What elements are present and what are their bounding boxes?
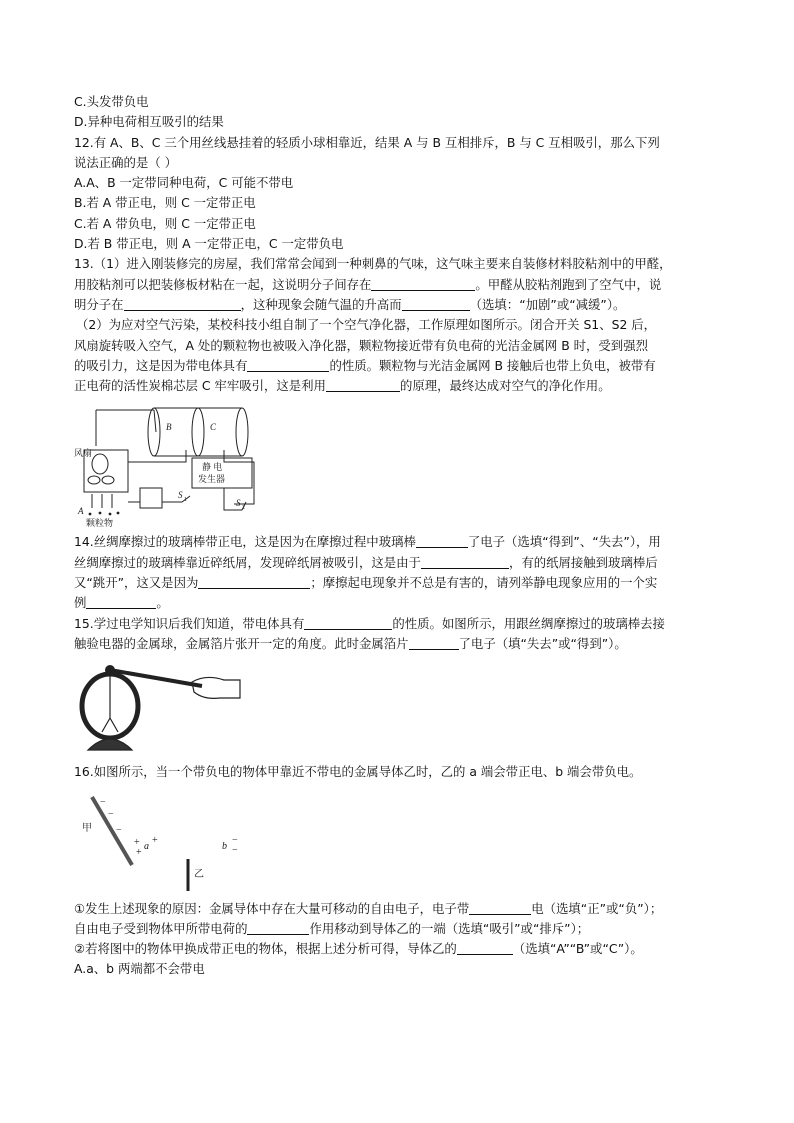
q14-line4-text-a: 例 — [74, 595, 87, 611]
q13-line7-text-a: 正电荷的活性炭棉芯层 C 牢牢吸引，这是利用 — [74, 378, 326, 394]
q15-line2-text-a: 触验电器的金属球，金属箔片张开一定的角度。此时金属箔片 — [74, 635, 409, 651]
metal-ball — [105, 665, 115, 675]
q13-line2 — [74, 275, 726, 295]
q14-blank-1[interactable] — [416, 533, 468, 548]
fan-blade-1 — [88, 476, 100, 484]
label-jia: 甲 — [82, 822, 92, 834]
object-jia-rod — [92, 797, 132, 865]
q13-blank-2[interactable] — [124, 296, 241, 311]
label-s1: S — [178, 490, 183, 501]
label-b: B — [166, 422, 172, 433]
generator-label-1: 静 电 — [202, 462, 223, 473]
q16-p3-text-b: （选填“A”“B”或“C”）。 — [512, 941, 643, 957]
worksheet-page — [74, 92, 726, 980]
minus-sign: − — [100, 796, 106, 808]
filter-c-ellipse — [192, 408, 204, 456]
label-s2: S — [236, 498, 241, 509]
q13-line2-text-b: 。甲醛从胶粘剂跑到了空气中，说 — [475, 276, 662, 292]
q15-line1-text-b: 的性质。如图所示，用跟丝绸摩擦过的玻璃棒去接 — [392, 615, 665, 631]
q14-line4 — [74, 593, 726, 613]
q13-line4: （2）为应对空气污染，某校科技小组自制了一个空气净化器，工作原理如图所示。闭合开关 S1、S2 后， — [76, 317, 657, 333]
particle-dot — [117, 512, 120, 515]
q14-blank-2[interactable] — [421, 554, 509, 569]
fan-label: 风扇 — [74, 448, 93, 459]
q14-line2-text-a: 丝绸摩擦过的玻璃棒靠近碎纸屑，发现碎纸屑被吸引，这是由于 — [74, 554, 421, 570]
q15-blank-1[interactable] — [304, 615, 392, 630]
q16-blank-3[interactable] — [457, 940, 513, 955]
q13-line2-text-a: 用胶粘剂可以把装修板材粘在一起，这说明分子间存在 — [74, 276, 372, 292]
q16-p2-text-a: 自由电子受到物体甲所带电荷的 — [74, 920, 248, 936]
q16-line1: 16.如图所示，当一个带负电的物体甲靠近不带电的金属导体乙时，乙的 a 端会带正电、b 端会带负电。 — [74, 764, 642, 780]
minus-sign: − — [116, 824, 122, 836]
q14-blank-4[interactable] — [86, 594, 156, 609]
q14-line3-text-a: 又“跳开”，这又是因为 — [74, 575, 199, 591]
q13-line6 — [74, 356, 726, 376]
particles-label: 颗粒物 — [86, 518, 114, 529]
minus-sign: − — [232, 844, 238, 856]
air-purifier-diagram — [74, 402, 274, 528]
q13-line3-text-c: （选填：“加剧”或“减缓”）。 — [469, 296, 626, 312]
q14-blank-3[interactable] — [198, 574, 310, 589]
label-s2-sub: 2 — [242, 505, 245, 512]
particle-dot — [99, 512, 102, 515]
q14-line2 — [74, 553, 726, 573]
q14-line1-text-b: 了电子（选填“得到”、“失去”），用 — [467, 534, 661, 550]
q11-option-c: C.头发带负电 — [74, 94, 149, 109]
q15-line2 — [74, 634, 726, 654]
fan-blade-2 — [102, 476, 114, 484]
q14-line3-text-b: ；摩擦起电现象并不总是有害的，请列举静电现象应用的一个实 — [310, 575, 658, 591]
airflow-arrows — [92, 494, 112, 508]
label-a-end: a — [144, 840, 149, 852]
q13-blank-5[interactable] — [326, 377, 400, 392]
label-a: A — [78, 506, 84, 517]
q12-option-d: D.若 B 带正电，则 A 一定带正电，C 一定带负电 — [74, 236, 344, 252]
q13-line6-text-b: 的性质。颗粒物与光洁金属网 B 接触后也带上负电，被带有 — [329, 357, 656, 373]
q14-line2-text-b: ，有的纸屑接触到玻璃棒后 — [508, 554, 658, 570]
q16-p1-text-a: ①发生上述现象的原因：金属导体中存在大量可移动的自由电子，电子带 — [74, 900, 470, 916]
induction-diagram — [74, 787, 264, 897]
q12-option-c: C.若 A 带负电，则 C 一定带正电 — [74, 215, 256, 231]
q16-blank-2[interactable] — [247, 920, 309, 935]
minus-sign: − — [108, 808, 114, 820]
electroscope-base — [88, 739, 132, 750]
q13-blank-4[interactable] — [247, 357, 329, 372]
label-s1-sub: 1 — [184, 497, 187, 504]
q13-line1: 13.（1）进入刚装修完的房屋，我们常常会闻到一种刺鼻的气味，这气味主要来自装修材料胶粘剂中的甲醛， — [74, 256, 672, 272]
plus-sign: + — [136, 846, 142, 858]
q16-paragraph3 — [74, 939, 726, 959]
q13-line6-text-a: 的吸引力，这是因为带电体具有 — [74, 357, 248, 373]
electroscope-foils — [102, 672, 118, 732]
q13-blank-3[interactable] — [402, 296, 470, 311]
q16-p2-text-b: 作用移动到导体乙的一端（选填“吸引”或“排斥”）； — [309, 920, 590, 936]
plus-sign: + — [152, 834, 158, 846]
q14-line1-text-a: 14.丝绸摩擦过的玻璃棒带正电，这是因为在摩擦过程中玻璃棒 — [74, 534, 416, 550]
electroscope-diagram — [74, 658, 244, 758]
q15-line1 — [74, 614, 726, 634]
plus-sign: + — [134, 836, 140, 848]
q16-p3-text-a: ②若将图中的物体甲换成带正电的物体，根据上述分析可得，导体乙的 — [74, 941, 457, 957]
q13-blank-1[interactable] — [371, 276, 475, 291]
q16-blank-1[interactable] — [469, 900, 531, 915]
fan-motor — [92, 454, 108, 474]
label-c: C — [210, 422, 217, 433]
circuit-wire-1 — [84, 410, 156, 492]
q11-option-d: D.异种电荷相互吸引的结果 — [74, 114, 224, 130]
q15-line1-text-a: 15.学过电学知识后我们知道，带电体具有 — [74, 615, 305, 631]
q14-line4-text-b: 。 — [156, 595, 169, 611]
q15-blank-2[interactable] — [409, 635, 459, 650]
q12-option-b: B.若 A 带正电，则 C 一定带正电 — [74, 195, 256, 211]
q16-option-a: A.a、b 两端都不会带电 — [74, 961, 205, 977]
q12-stem-line1: 12.有 A、B、C 三个用丝线悬挂着的轻质小球相靠近，结果 A 与 B 互相排斥，B 与 C 互相吸引，那么下列 — [74, 134, 660, 150]
q13-line3-text-b: ，这种现象会随气温的升高而 — [240, 296, 402, 312]
q16-paragraph1 — [74, 899, 726, 919]
particle-dot — [109, 513, 112, 516]
q14-line3 — [74, 573, 726, 593]
q15-line2-text-b: 了电子（填“失去”或“得到”）。 — [458, 635, 627, 651]
battery — [140, 488, 162, 508]
particle-dot — [89, 513, 92, 516]
hand — [192, 678, 240, 699]
q16-p1-text-b: 电（选填“正”或“负”）； — [531, 900, 663, 916]
q12-option-a: A.A、B 一定带同种电荷，C 可能不带电 — [74, 175, 294, 191]
q16-paragraph2 — [74, 919, 726, 939]
q13-line7 — [74, 376, 726, 396]
tube-end — [236, 408, 248, 456]
purifier-tube — [154, 408, 242, 456]
q13-line3 — [74, 295, 726, 315]
label-b-end: b — [222, 840, 227, 852]
q13-line5: 风扇旋转吸入空气，A 处的颗粒物也被吸入净化器，颗粒物接近带有负电荷的光洁金属网 B 时，受到强烈 — [74, 337, 648, 353]
generator-label-2: 发生器 — [198, 474, 226, 485]
q13-line3-text-a: 明分子在 — [74, 296, 124, 312]
minus-sign: − — [232, 834, 238, 846]
q13-line7-text-b: 的原理，最终达成对空气的净化作用。 — [399, 378, 611, 394]
label-yi: 乙 — [194, 868, 204, 880]
q14-line1 — [74, 532, 726, 552]
q12-stem-line2: 说法正确的是（ ） — [74, 154, 178, 170]
